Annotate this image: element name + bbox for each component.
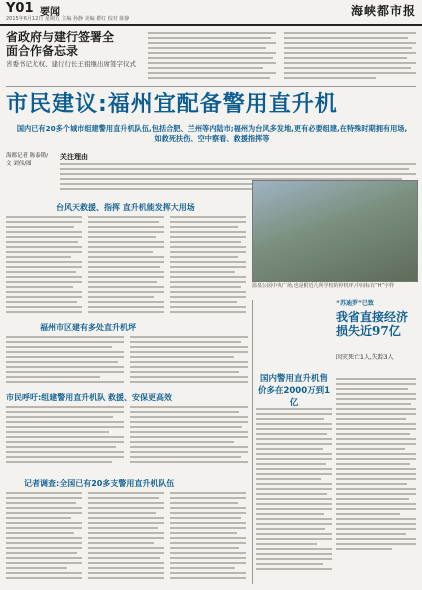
lead-subhead: 国内已有20多个城市组建警用直升机队伍,包括合肥、兰州等内陆市;福州为台风多发地,更有必要组建,在特殊时期拥有用场,如救死扶伤、空中察看、救援指挥等 (16, 124, 408, 143)
section-title-reporter: 记者调查:全国已有20多支警用直升机队伍 (24, 479, 175, 488)
section-title-citizen: 市民呼吁:组建警用直升机队 救援、安保更高效 (6, 393, 172, 402)
article-col4 (6, 336, 124, 386)
lead-headline: 市民建议:福州宜配备警用直升机 (6, 92, 338, 117)
article-col7 (130, 406, 248, 466)
byline: 海都记者 陈泰锵/文 刘伟/图 (6, 153, 49, 167)
section-label: 要闻 (40, 7, 60, 18)
page-number: Y01 (6, 1, 34, 16)
article-col1 (6, 216, 82, 316)
article-col5 (130, 336, 248, 386)
focus-label: 关注理由 (60, 153, 88, 161)
section-title-typhoon: 台风天救援、指挥 直升机能发挥大用场 (56, 203, 195, 212)
photo-caption: 温泉公园中央广场,也是附近几所学校的停机坪,中间标有“H”字样 (252, 283, 394, 289)
price-box-title: 国内警用直升机售价多在2000万到1亿 (257, 374, 331, 408)
price-box-body (256, 408, 332, 573)
sidebar-body (336, 378, 416, 553)
divider (6, 86, 416, 87)
article-col3 (170, 216, 246, 316)
newspaper-logo: 海峡都市报 (350, 4, 416, 18)
sidebar-title: 我省直接经济损失近97亿 (336, 310, 409, 338)
article-col6 (6, 406, 124, 466)
article-col9 (88, 492, 164, 582)
article-col2 (88, 216, 164, 316)
top-story-body-col2 (284, 32, 416, 82)
sidebar-quote: “苏迪罗”已致 (336, 300, 374, 307)
top-story-subtitle: 省委书记尤权、建行行长王祖继出席签字仪式 (6, 60, 136, 68)
column-divider (252, 300, 253, 584)
dateline: 2015年6月12日 星期五 主编 孙静 美编 瞿红 校对 陈静 (6, 16, 130, 22)
top-story-body-col1 (148, 32, 276, 82)
sidebar-subtitle: 因灾死亡1人,失踪3人 (336, 354, 394, 361)
article-col8 (6, 492, 82, 582)
aerial-photo (252, 180, 418, 282)
article-col10 (170, 492, 246, 582)
top-story-title: 省政府与建行签署全面合作备忘录 (6, 30, 115, 58)
section-title-helipads: 福州市区建有多处直升机坪 (40, 323, 136, 332)
